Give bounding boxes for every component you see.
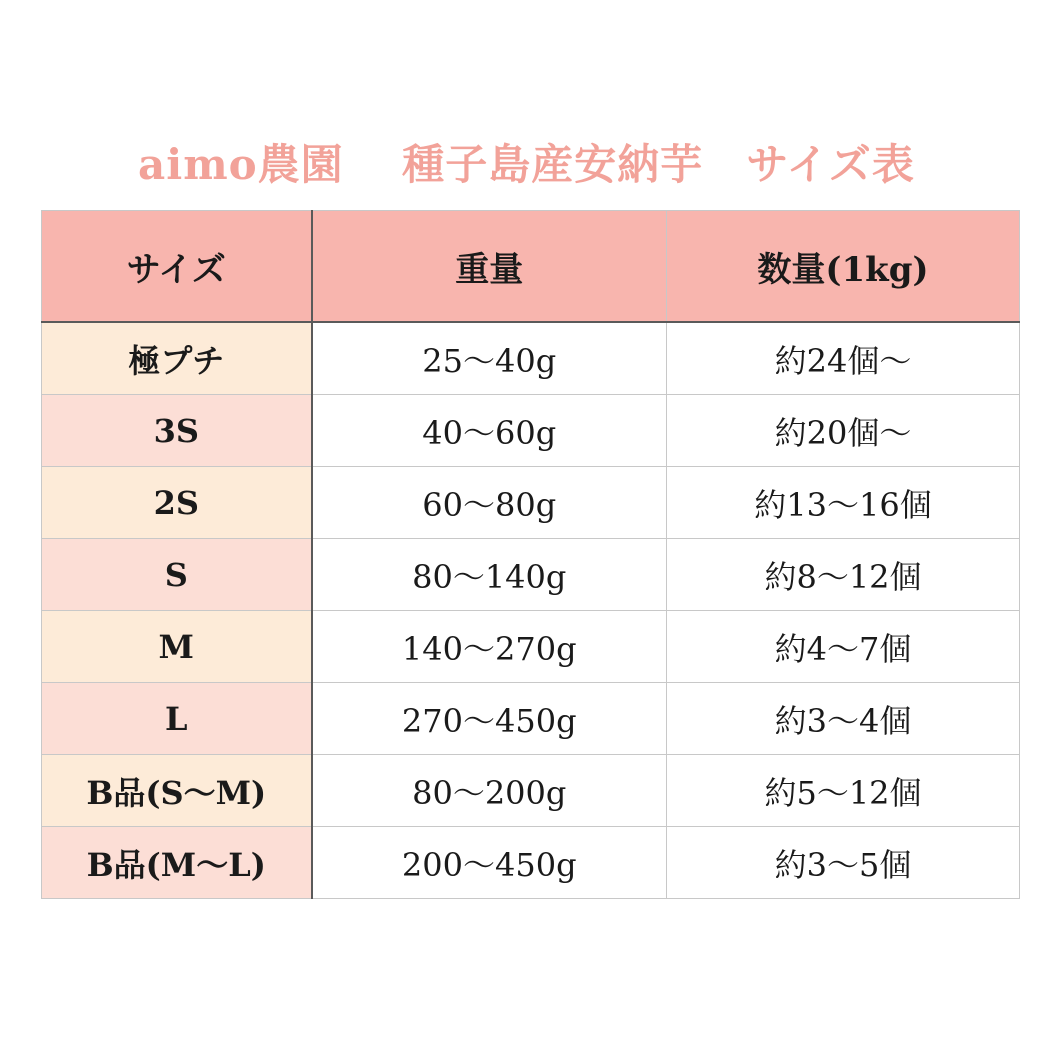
table-header-row (42, 211, 1020, 323)
quantity-cell: 約3〜5個 (667, 827, 1020, 899)
size-cell: B品(S〜M) (42, 755, 312, 827)
size-cell: S (42, 539, 312, 611)
quantity-cell: 約3〜4個 (667, 683, 1020, 755)
weight-cell: 270〜450g (312, 683, 667, 755)
quantity-cell: 約24個〜 (667, 322, 1020, 395)
size-cell: 2S (42, 467, 312, 539)
table-row (42, 683, 1020, 755)
weight-cell: 80〜140g (312, 539, 667, 611)
weight-cell: 60〜80g (312, 467, 667, 539)
weight-cell: 140〜270g (312, 611, 667, 683)
weight-cell: 25〜40g (312, 322, 667, 395)
table-row (42, 611, 1020, 683)
table-row (42, 755, 1020, 827)
header-weight: 重量 (312, 211, 667, 323)
weight-cell: 40〜60g (312, 395, 667, 467)
table-row (42, 827, 1020, 899)
weight-cell: 200〜450g (312, 827, 667, 899)
size-cell: 極プチ (42, 322, 312, 395)
size-cell: B品(M〜L) (42, 827, 312, 899)
table-row (42, 539, 1020, 611)
quantity-cell: 約20個〜 (667, 395, 1020, 467)
table-row (42, 395, 1020, 467)
size-cell: L (42, 683, 312, 755)
size-table (41, 210, 1020, 899)
size-cell: M (42, 611, 312, 683)
quantity-cell: 約5〜12個 (667, 755, 1020, 827)
quantity-cell: 約13〜16個 (667, 467, 1020, 539)
weight-cell: 80〜200g (312, 755, 667, 827)
table-row (42, 467, 1020, 539)
quantity-cell: 約8〜12個 (667, 539, 1020, 611)
header-size: サイズ (42, 211, 312, 323)
header-quantity: 数量(1kg) (667, 211, 1020, 323)
table-row (42, 322, 1020, 395)
quantity-cell: 約4〜7個 (667, 611, 1020, 683)
page-title: aimo農園 種子島産安納芋 サイズ表 (138, 140, 915, 189)
size-cell: 3S (42, 395, 312, 467)
